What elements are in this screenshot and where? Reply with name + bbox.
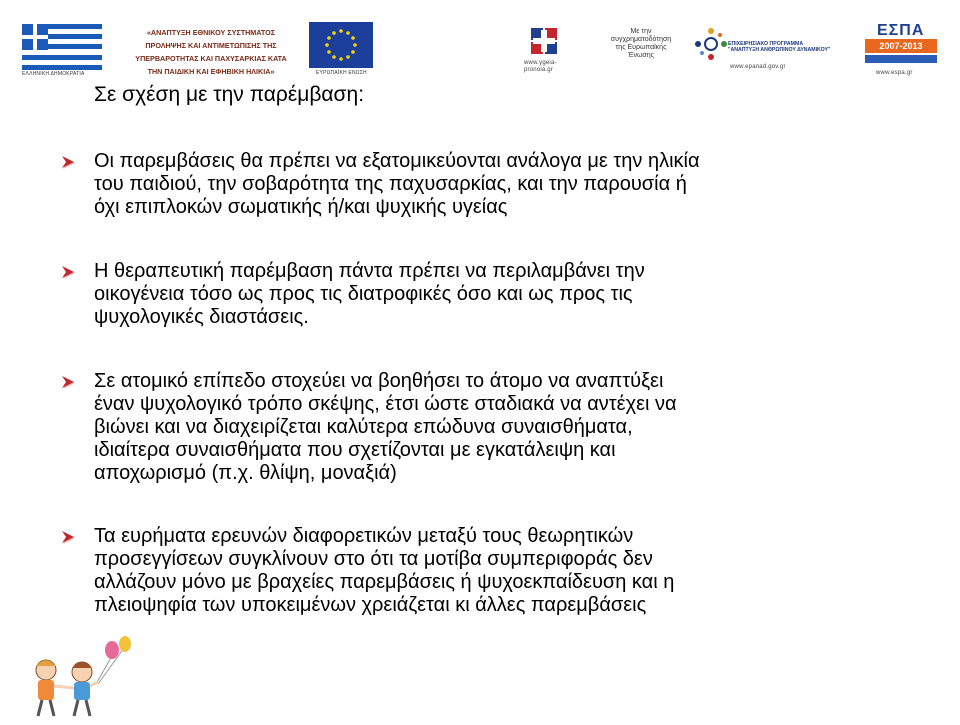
bullet-text-line: προσεγγίσεων συγκλίνουν στο ότι τα μοτίβα συμπεριφοράς δεν [94, 548, 653, 570]
bullet-text-line: βιώνει και να διαχειρίζεται καλύτερα επώδυνα συναισθήματα, [94, 416, 633, 438]
ministry-health-cross-icon [527, 26, 563, 56]
epanad-url: www.epanad.gov.gr [730, 64, 786, 70]
arrowhead-bullet-icon [60, 529, 76, 545]
program-title-line: ΤΗΝ ΠΑΙΔΙΚΗ ΚΑΙ ΕΦΗΒΙΚΗ ΗΛΙΚΙΑ» [147, 67, 275, 76]
ygeia-url: www.ygeia-pronoia.gr [524, 60, 557, 73]
bullet-text-line: του παιδιού, την σοβαρότητα της παχυσαρκίας, και την παρουσία ή [94, 173, 687, 195]
espa-years: 2007-2013 [865, 39, 937, 53]
arrowhead-bullet-icon [60, 154, 76, 170]
cofunding-line: Ένωσης [627, 52, 655, 59]
espa-logo-icon [863, 22, 939, 66]
epanad-emblem-icon [694, 27, 728, 61]
bullet-text-line: ψυχολογικές διαστάσεις. [94, 306, 309, 328]
cofunding-note [598, 28, 684, 60]
list-item [60, 150, 940, 219]
cofunding-line: της Ευρωπαϊκής [615, 44, 667, 51]
program-title [122, 26, 300, 78]
program-title-line: ΥΠΕΡΒΑΡΟΤΗΤΑΣ ΚΑΙ ΠΑΧΥΣΑΡΚΙΑΣ ΚΑΤΑ [135, 54, 287, 63]
program-title-line: ΠΡΟΛΗΨΗΣ ΚΑΙ ΑΝΤΙΜΕΤΩΠΙΣΗΣ ΤΗΣ [145, 41, 277, 50]
epanad-line: "ΑΝΑΠΤΥΞΗ ΑΝΘΡΩΠΙΝΟΥ ΔΥΝΑΜΙΚΟΥ" [728, 47, 831, 53]
program-title-line: «ΑΝΑΠΤΥΞΗ ΕΘΝΙΚΟΥ ΣΥΣΤΗΜΑΤΟΣ [146, 28, 276, 37]
list-item [60, 260, 940, 329]
bullet-text-line: οικογένεια τόσο ως προς τις διατροφικές όσο και ως προς τις [94, 283, 633, 305]
list-item [60, 370, 940, 485]
children-with-balloons-illustration [16, 636, 136, 720]
bullet-text-line: Σε ατομικό επίπεδο στοχεύει να βοηθήσει το άτομο να αναπτύξει [94, 370, 664, 392]
bullet-text-line: Τα ευρήματα ερευνών διαφορετικών μεταξύ τους θεωρητικών [94, 525, 634, 547]
bullet-list [60, 150, 940, 617]
espa-word: ΕΣΠΑ [877, 22, 925, 39]
flag-caption: ΕΛΛΗΝΙΚΗ ΔΗΜΟΚΡΑΤΙΑ [22, 71, 85, 77]
bullet-text-line: πλειοψηφία των υποκειμένων χρειάζεται κι άλλες παρεμβάσεις [94, 594, 647, 616]
greek-flag-icon [22, 24, 102, 70]
bullet-text-line: Η θεραπευτική παρέμβαση πάντα πρέπει να περιλαμβάνει την [94, 260, 645, 282]
list-item [60, 525, 940, 617]
arrowhead-bullet-icon [60, 374, 76, 390]
espa-url: www.espa.gr [876, 70, 913, 76]
epanad-line: ΕΠΙΧΕΙΡΗΣΙΑΚΟ ΠΡΟΓΡΑΜΜΑ [728, 41, 804, 47]
cofunding-line: συγχρηματοδότηση [610, 36, 672, 43]
bullet-text-line: αλλάζουν μόνο με βραχείες παρεμβάσεις ή ψυχοεκπαίδευση και η [94, 571, 675, 593]
slide-heading: Σε σχέση με την παρέμβαση: [94, 83, 365, 106]
eu-caption: ΕΥΡΩΠΑΪΚΗ ΕΝΩΣΗ [316, 70, 367, 76]
bullet-text-line: αποχωρισμό (π.χ. θλίψη, μοναξιά) [94, 462, 397, 484]
bullet-text-line: Οι παρεμβάσεις θα πρέπει να εξατομικεύονται ανάλογα με την ηλικία [94, 150, 700, 172]
bullet-text-line: έναν ψυχολογικό τρόπο σκέψης, έτσι ώστε σταδιακά να αντέχει να [94, 393, 677, 415]
eu-flag-icon [309, 22, 373, 68]
bullet-text-line: όχι επιπλοκών σωματικής ή/και ψυχικής υγείας [94, 196, 508, 218]
bullet-text-line: ιδιαίτερα συναισθήματα που σχετίζονται με εγκατάλειψη και [94, 439, 616, 461]
epanad-title [728, 41, 838, 53]
cofunding-line: Με την [630, 28, 652, 35]
arrowhead-bullet-icon [60, 264, 76, 280]
